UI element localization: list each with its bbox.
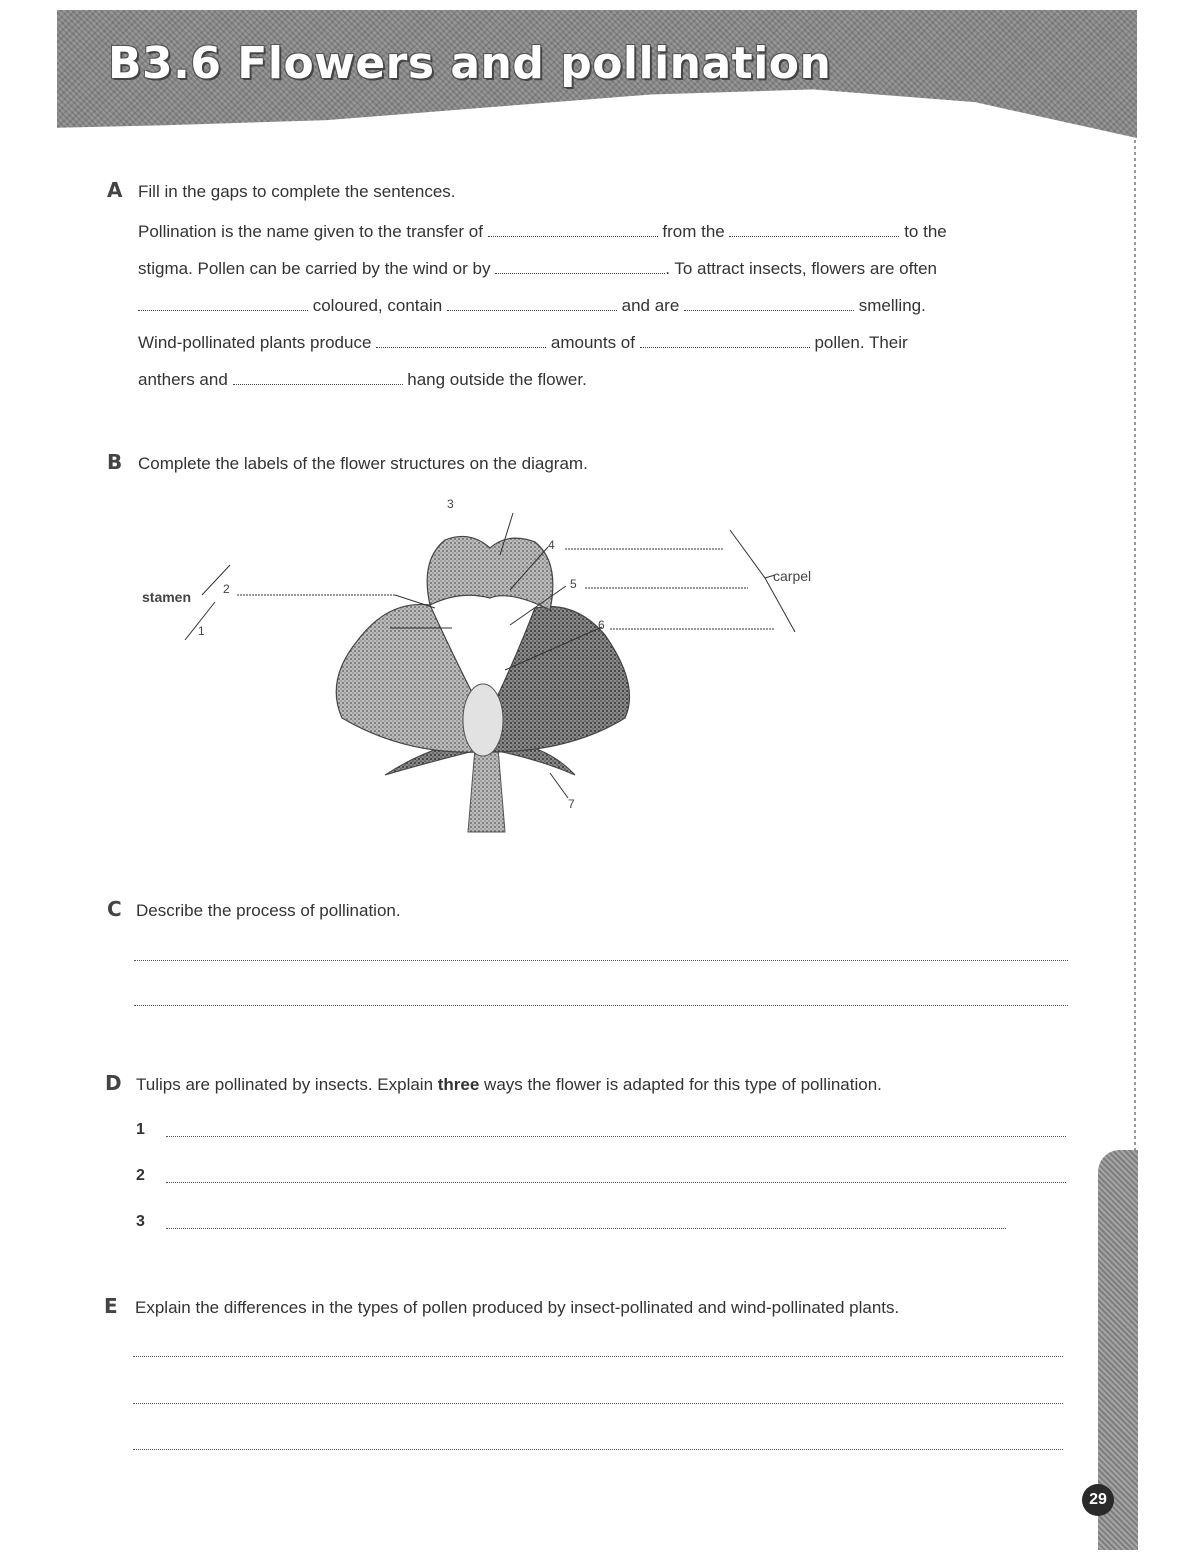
answer-number-2: 2 bbox=[136, 1167, 145, 1184]
sentence-text: from the bbox=[657, 222, 730, 241]
gap-blank[interactable] bbox=[729, 222, 899, 237]
answer-line[interactable] bbox=[166, 1228, 1006, 1229]
sentence-text: Wind-pollinated plants produce bbox=[138, 333, 377, 352]
diagram-label-stamen: stamen bbox=[142, 589, 192, 605]
answer-line[interactable] bbox=[133, 1449, 1063, 1450]
flower-ovary bbox=[463, 684, 503, 756]
flower-petal bbox=[490, 607, 630, 752]
sentence-text: . To attract insects, flowers are often bbox=[665, 259, 937, 278]
flower-diagram bbox=[130, 490, 850, 840]
sentence-line-4 bbox=[138, 333, 908, 353]
sentence-line-5 bbox=[138, 370, 587, 390]
sentence-text: to the bbox=[899, 222, 947, 241]
diagram-label-1: 1 bbox=[198, 624, 205, 638]
diagram-label-5: 5 bbox=[570, 577, 577, 591]
question-d-letter: D bbox=[105, 1071, 122, 1095]
sentence-line-2 bbox=[138, 259, 937, 279]
instruction-emphasis: three bbox=[437, 1075, 480, 1094]
gap-blank[interactable] bbox=[447, 296, 617, 311]
sentence-text: pollen. Their bbox=[809, 333, 908, 352]
question-d-instruction bbox=[136, 1075, 882, 1095]
gap-blank[interactable] bbox=[640, 333, 810, 348]
gap-blank[interactable] bbox=[684, 296, 854, 311]
gap-blank[interactable] bbox=[495, 259, 665, 274]
question-e-instruction: Explain the differences in the types of pollen produced by insect-pollinated and wind-pollinated plants. bbox=[135, 1298, 900, 1317]
question-a-letter: A bbox=[107, 178, 123, 202]
gap-blank[interactable] bbox=[138, 296, 308, 311]
diagram-label-carpel: carpel bbox=[773, 568, 812, 584]
flower-petal bbox=[336, 604, 482, 752]
flower-petal bbox=[427, 536, 553, 610]
diagram-label-2: 2 bbox=[223, 582, 230, 596]
answer-number-1: 1 bbox=[136, 1121, 145, 1138]
answer-line[interactable] bbox=[166, 1182, 1066, 1183]
diagram-label-6: 6 bbox=[598, 618, 605, 632]
gap-blank[interactable] bbox=[376, 333, 546, 348]
question-c-instruction: Describe the process of pollination. bbox=[136, 901, 401, 920]
answer-line[interactable] bbox=[133, 1356, 1063, 1357]
answer-line[interactable] bbox=[133, 1403, 1063, 1404]
sentence-text: coloured, contain bbox=[308, 296, 447, 315]
sentence-text: and are bbox=[616, 296, 685, 315]
sentence-text: Pollination is the name given to the transfer of bbox=[138, 222, 488, 241]
sentence-text: anthers and bbox=[138, 370, 233, 389]
gap-blank[interactable] bbox=[488, 222, 658, 237]
diagram-label-4: 4 bbox=[548, 538, 555, 552]
gap-blank[interactable] bbox=[233, 370, 403, 385]
sentence-text: hang outside the flower. bbox=[402, 370, 587, 389]
right-border bbox=[1134, 140, 1136, 1150]
diagram-label-3: 3 bbox=[447, 497, 454, 511]
question-b-instruction: Complete the labels of the flower structures on the diagram. bbox=[138, 454, 588, 473]
question-b-letter: B bbox=[107, 450, 123, 474]
question-c-letter: C bbox=[107, 897, 122, 921]
question-a-instruction: Fill in the gaps to complete the sentences. bbox=[138, 182, 456, 201]
answer-line[interactable] bbox=[134, 960, 1068, 961]
page-title: B3.6 Flowers and pollination bbox=[108, 38, 832, 89]
page-number: 29 bbox=[1082, 1484, 1114, 1516]
answer-line[interactable] bbox=[134, 1005, 1068, 1006]
answer-line[interactable] bbox=[166, 1136, 1066, 1137]
instruction-text: Tulips are pollinated by insects. Explain bbox=[136, 1075, 438, 1094]
sentence-text: smelling. bbox=[854, 296, 926, 315]
question-e-letter: E bbox=[104, 1294, 118, 1318]
flower-stem bbox=[468, 748, 505, 832]
sentence-line-1 bbox=[138, 222, 947, 242]
sentence-text: stigma. Pollen can be carried by the wind or by bbox=[138, 259, 496, 278]
diagram-label-7: 7 bbox=[568, 797, 575, 811]
instruction-text: ways the flower is adapted for this type of pollination. bbox=[479, 1075, 882, 1094]
answer-number-3: 3 bbox=[136, 1213, 145, 1230]
sentence-line-3 bbox=[138, 296, 926, 316]
sentence-text: amounts of bbox=[546, 333, 640, 352]
